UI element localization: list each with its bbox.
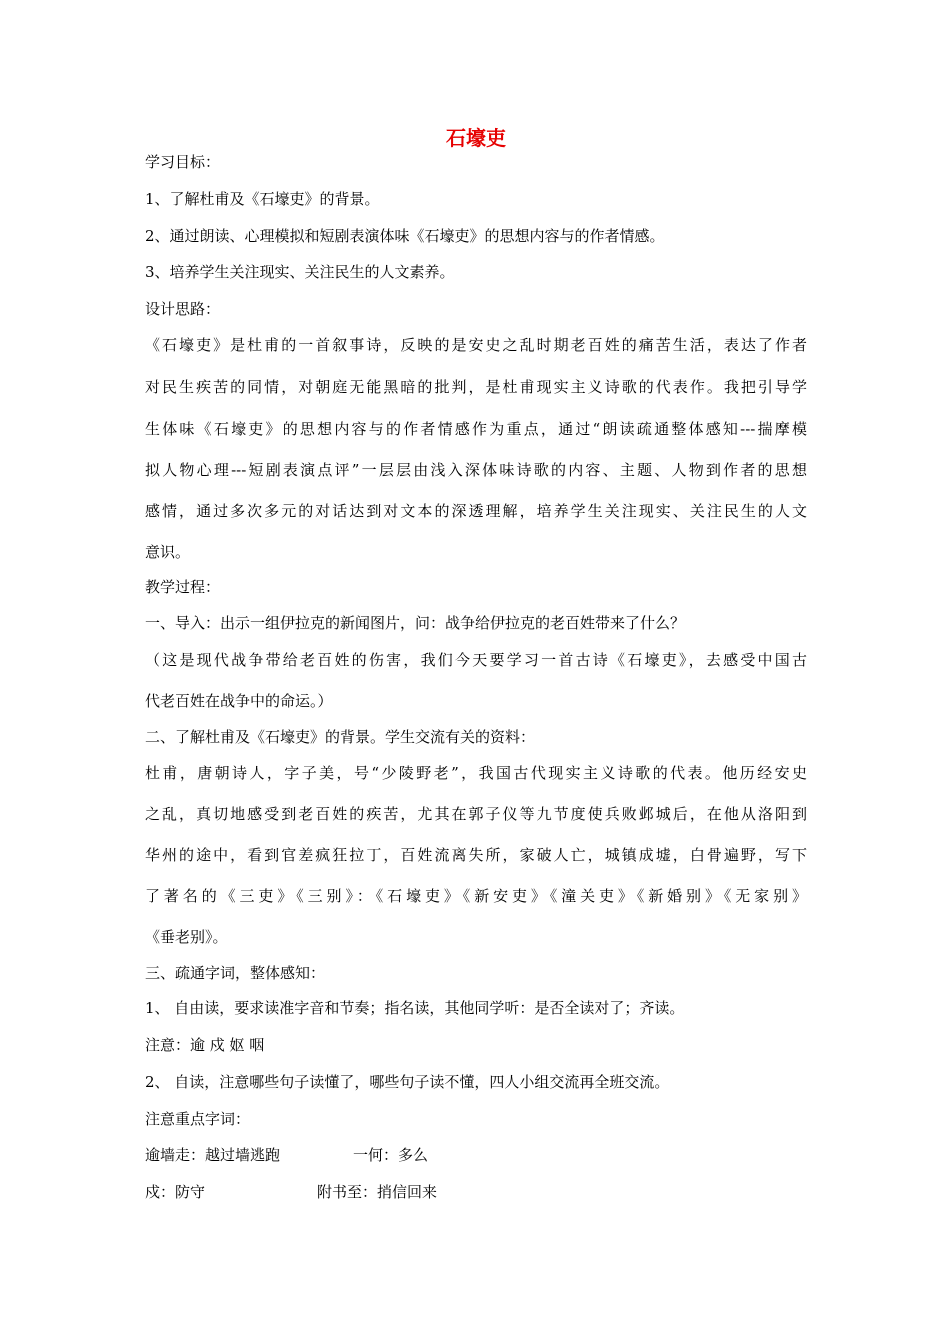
paragraph-line: （这是现代战争带给老百姓的伤害，我们今天要学习一首古诗《石壕吏》，去感受中国古 bbox=[145, 651, 807, 669]
section-heading-process: 教学过程： bbox=[145, 578, 221, 596]
note-line: 注意：逾 戍 妪 咽 bbox=[145, 1036, 265, 1054]
vocab-term: 附书至：捎信回来 bbox=[317, 1183, 438, 1201]
paragraph-line: 对民生疾苦的同情，对朝庭无能黑暗的批判，是杜甫现实主义诗歌的代表作。我把引导学 bbox=[145, 378, 807, 396]
paragraph-line: 二、了解杜甫及《石壕吏》的背景。学生交流有关的资料： bbox=[145, 728, 536, 746]
vocab-term: 一何：多么 bbox=[353, 1146, 429, 1164]
paragraph-line: 意识。 bbox=[145, 543, 191, 561]
vocab-term: 逾墙走：越过墙逃跑 bbox=[145, 1146, 281, 1164]
paragraph-line: 杜甫，唐朝诗人，字子美，号“少陵野老”，我国古代现实主义诗歌的代表。他历经安史 bbox=[145, 764, 807, 782]
page-title: 石壕吏 bbox=[446, 126, 506, 150]
goal-item: 1、了解杜甫及《石壕吏》的背景。 bbox=[145, 190, 380, 208]
paragraph-line: 华州的途中，看到官差疯狂拉丁，百姓流离失所，家破人亡，城镇成墟，白骨遍野，写下 bbox=[145, 846, 807, 864]
section-heading-design: 设计思路： bbox=[145, 300, 221, 318]
paragraph-line: 《石壕吏》是杜甫的一首叙事诗，反映的是安史之乱时期老百姓的痛苦生活，表达了作者 bbox=[145, 336, 807, 354]
section-heading-reading: 三、疏通字词，整体感知： bbox=[145, 964, 326, 982]
paragraph-line: 代老百姓在战争中的命运。） bbox=[145, 692, 333, 710]
goal-item: 3、培养学生关注现实、关注民生的人文素养。 bbox=[145, 263, 455, 281]
list-item: 2、 自读，注意哪些句子读懂了，哪些句子读不懂，四人小组交流再全班交流。 bbox=[145, 1073, 670, 1091]
paragraph-line: 感情，通过多次多元的对话达到对文本的深透理解，培养学生关注现实、关注民生的人文 bbox=[145, 502, 807, 520]
paragraph-line: 一、导入：出示一组伊拉克的新闻图片，问：战争给伊拉克的老百姓带来了什么？ bbox=[145, 614, 686, 632]
paragraph-line: 生体味《石壕吏》的思想内容与的作者情感作为重点，通过“朗读疏通整体感知---揣摩模 bbox=[145, 420, 807, 438]
paragraph-line: 之乱，真切地感受到老百姓的疾苦，尤其在郭子仪等九节度使兵败邺城后，在他从洛阳到 bbox=[145, 805, 807, 823]
section-heading-goals: 学习目标： bbox=[145, 153, 221, 171]
paragraph-line: 《垂老别》。 bbox=[145, 928, 228, 946]
goal-item: 2、通过朗读、心理模拟和短剧表演体味《石壕吏》的思想内容与的作者情感。 bbox=[145, 227, 665, 245]
paragraph-line: 了著名的《三吏》《三别》：《石壕吏》《新安吏》《潼关吏》《新婚别》《无家别》 bbox=[145, 887, 807, 905]
list-item: 1、 自由读，要求读准字音和节奏；指名读，其他同学听：是否全读对了；齐读。 bbox=[145, 999, 685, 1017]
vocab-term: 戍：防守 bbox=[145, 1183, 206, 1201]
paragraph-line: 拟人物心理---短剧表演点评”一层层由浅入深体味诗歌的内容、主题、人物到作者的思想 bbox=[145, 461, 807, 479]
note-line: 注意重点字词： bbox=[145, 1110, 251, 1128]
